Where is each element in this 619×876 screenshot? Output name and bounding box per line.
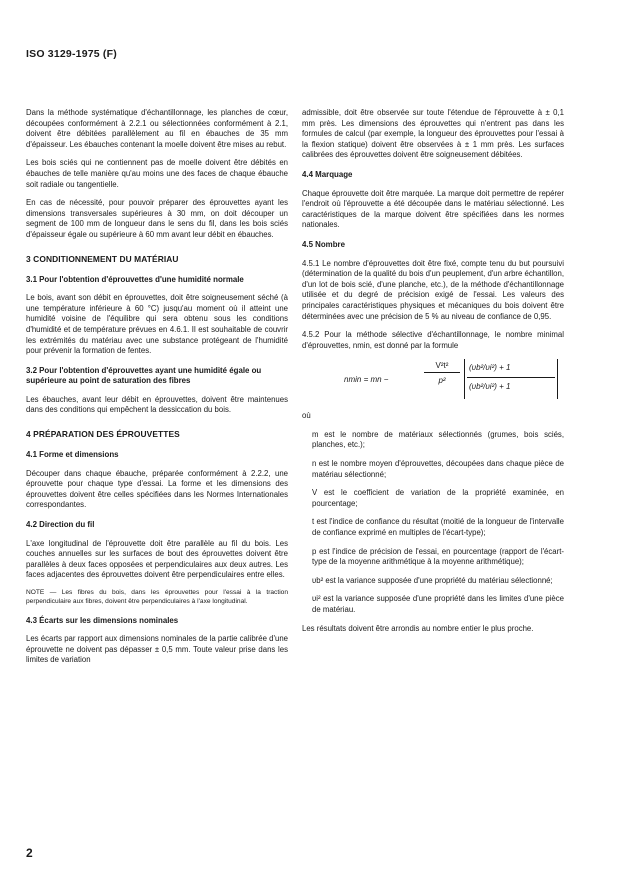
- right-column: [302, 108, 564, 642]
- subsection-heading: 4.5 Nombre: [302, 239, 345, 249]
- subsection-heading: 4.1 Forme et dimensions: [26, 450, 119, 460]
- formula-lhs: nmin = mn −: [344, 375, 389, 385]
- definition-item: V est le coefficient de variation de la propriété examinée, en pourcentage;: [312, 488, 564, 508]
- definition-item: n est le nombre moyen d'éprouvettes, découpées dans chaque pièce de matériau sélectionné;: [312, 459, 564, 479]
- where-label: où: [302, 411, 311, 421]
- section-heading: 3 CONDITIONNEMENT DU MATÉRIAU: [26, 253, 179, 264]
- page-number: 2: [26, 846, 33, 860]
- subsection-heading: 3.1 Pour l'obtention d'éprouvettes d'une humidité normale: [26, 274, 244, 284]
- formula-numerator: V²t²: [424, 361, 460, 373]
- subsection-heading: 4.4 Marquage: [302, 169, 353, 179]
- formula-fraction: [424, 361, 460, 385]
- paragraph: L'axe longitudinal de l'éprouvette doit être parallèle au fil du bois. Les couches annuelles sur les surfaces de bout des éprouvettes doivent être parallèles à deux faces opposées et perpendiculaires aux deux autres. Les faces adjacentes des éprouvettes doivent être perpendiculaires entre elles.: [26, 538, 288, 580]
- paragraph: Les bois sciés qui ne contiennent pas de moelle doivent être débités en ébauches de telle manière qu'au moins une des faces de chaque ébauche soit radiale ou tangentielle.: [26, 158, 288, 189]
- paragraph: Chaque éprouvette doit être marquée. La marque doit permettre de repérer l'endroit où l'éprouvette a été découpée dans le matériau sélectionné. Les caractéristiques de la marque doivent être spécifiées dans les normes nationales.: [302, 188, 564, 230]
- subsection-heading: 4.2 Direction du fil: [26, 520, 95, 530]
- section-heading: 4 PRÉPARATION DES ÉPROUVETTES: [26, 429, 180, 440]
- subsection-heading: 4.3 Écarts sur les dimensions nominales: [26, 615, 179, 625]
- paragraph: 4.5.2 Pour la méthode sélective d'échantillonnage, le nombre minimal d'éprouvettes, nmin, est donné par la formule: [302, 330, 564, 350]
- definition-item: m est le nombre de matériaux sélectionnés (grumes, bois sciés, planches, etc.);: [312, 429, 564, 450]
- paragraph: Les ébauches, avant leur débit en éprouvettes, doivent être maintenues dans des conditions qui empêchent la dessiccation du bois.: [26, 394, 288, 415]
- definition-item: t est l'indice de confiance du résultat (moitié de la longueur de l'intervalle de confiance exprimé en multiples de l'écart-type);: [312, 517, 564, 538]
- paragraph: Les résultats doivent être arrondis au nombre entier le plus proche.: [302, 623, 534, 633]
- paragraph: admissible, doit être observée sur toute l'étendue de l'éprouvette à ± 0,1 mm près. Les dimensions des éprouvettes qui n'entrent pas dans les formules de calcul (par exemple, la longueur des éprouvettes pour l'essai à la flexion statique) doivent être observées à ± 1 mm près. Les surfaces calibrées des éprouvettes doivent être soigneusement débitées.: [302, 108, 564, 160]
- paragraph: Dans la méthode systématique d'échantillonnage, les planches de cœur, découpées conformément à 2.2.1 ou sélectionnées conformément à 2.1, doivent être débitées parallèlement au fil en ébauches de 35 mm d'épaisseur. Les ébauches contenant la moelle doivent être mises au rebut.: [26, 108, 288, 149]
- paragraph: Découper dans chaque ébauche, préparée conformément à 2.2.2, une éprouvette pour chaque type d'essai. La forme et les dimensions des éprouvettes doivent être celles spécifiées dans les Normes Internationales correspondantes.: [26, 468, 288, 510]
- formula: [302, 359, 564, 401]
- paragraph: En cas de nécessité, pour pouvoir préparer des éprouvettes ayant les dimensions transversales supérieures à 30 mm, on doit découper un segment de 100 mm de longueur dans le sens du fil, dans les bois sciés d'épaisseur égale ou supérieure à 60 mm avant leur débit en ébauches.: [26, 198, 288, 239]
- formula-bracket-bottom: (υb²/υi²) + 1: [469, 382, 511, 392]
- subsection-heading: 3.2 Pour l'obtention d'éprouvettes ayant une humidité égale ou supérieure au point de saturation des fibres: [26, 365, 262, 386]
- formula-bracket-top: (υb²/υi²) + 1: [469, 363, 511, 373]
- document-header: ISO 3129-1975 (F): [26, 48, 117, 60]
- formula-denominator: p²: [438, 376, 446, 386]
- note: NOTE — Les fibres du bois, dans les éprouvettes pour l'essai à la traction perpendiculaire aux fibres, doivent être perpendiculaires à l'axe longitudinal.: [26, 589, 288, 605]
- paragraph: Les écarts par rapport aux dimensions nominales de la partie calibrée d'une éprouvette ne doivent pas dépasser ± 0,5 mm. Toute valeur prise dans les limites de variation: [26, 634, 288, 665]
- paragraph: 4.5.1 Le nombre d'éprouvettes doit être fixé, compte tenu du but poursuivi (détermination de la qualité du bois d'un peuplement, d'un arbre échantillon, d'un lot de bois scié, d'une planche, etc.), de la méthode d'échantillonnage utilisée et du degré de précision exigé de l'essai. Les valeurs des principales caractéristiques physiques et mécaniques du bois doivent être déterminées avec une précision de 5 % au niveau de confiance de 0,95.: [302, 258, 564, 321]
- left-column: [26, 108, 288, 674]
- formula-bracket-line: [467, 377, 555, 378]
- definition-item: υb² est la variance supposée d'une propriété du matériau sélectionné;: [312, 575, 553, 585]
- definition-item: υi² est la variance supposée d'une propriété dans les limites d'une pièce de matériau.: [312, 594, 564, 614]
- formula-bracket: [464, 359, 558, 399]
- paragraph: Le bois, avant son débit en éprouvettes, doit être soigneusement séché (à une température inférieure à 60 °C) jusqu'au moment où il atteint une humidité voisine de l'équilibre qui sera obtenu sous les conditions d'humidité et de température prévues en 4.6.1. Il est souhaitable de couvrir les extrémités du matériau avec une substance protégeant de l'humidité pour prévenir la formation de fentes.: [26, 293, 288, 356]
- definition-item: p est l'indice de précision de l'essai, en pourcentage (rapport de l'écart-type de la moyenne arithmétique à la moyenne arithmétique);: [312, 546, 564, 567]
